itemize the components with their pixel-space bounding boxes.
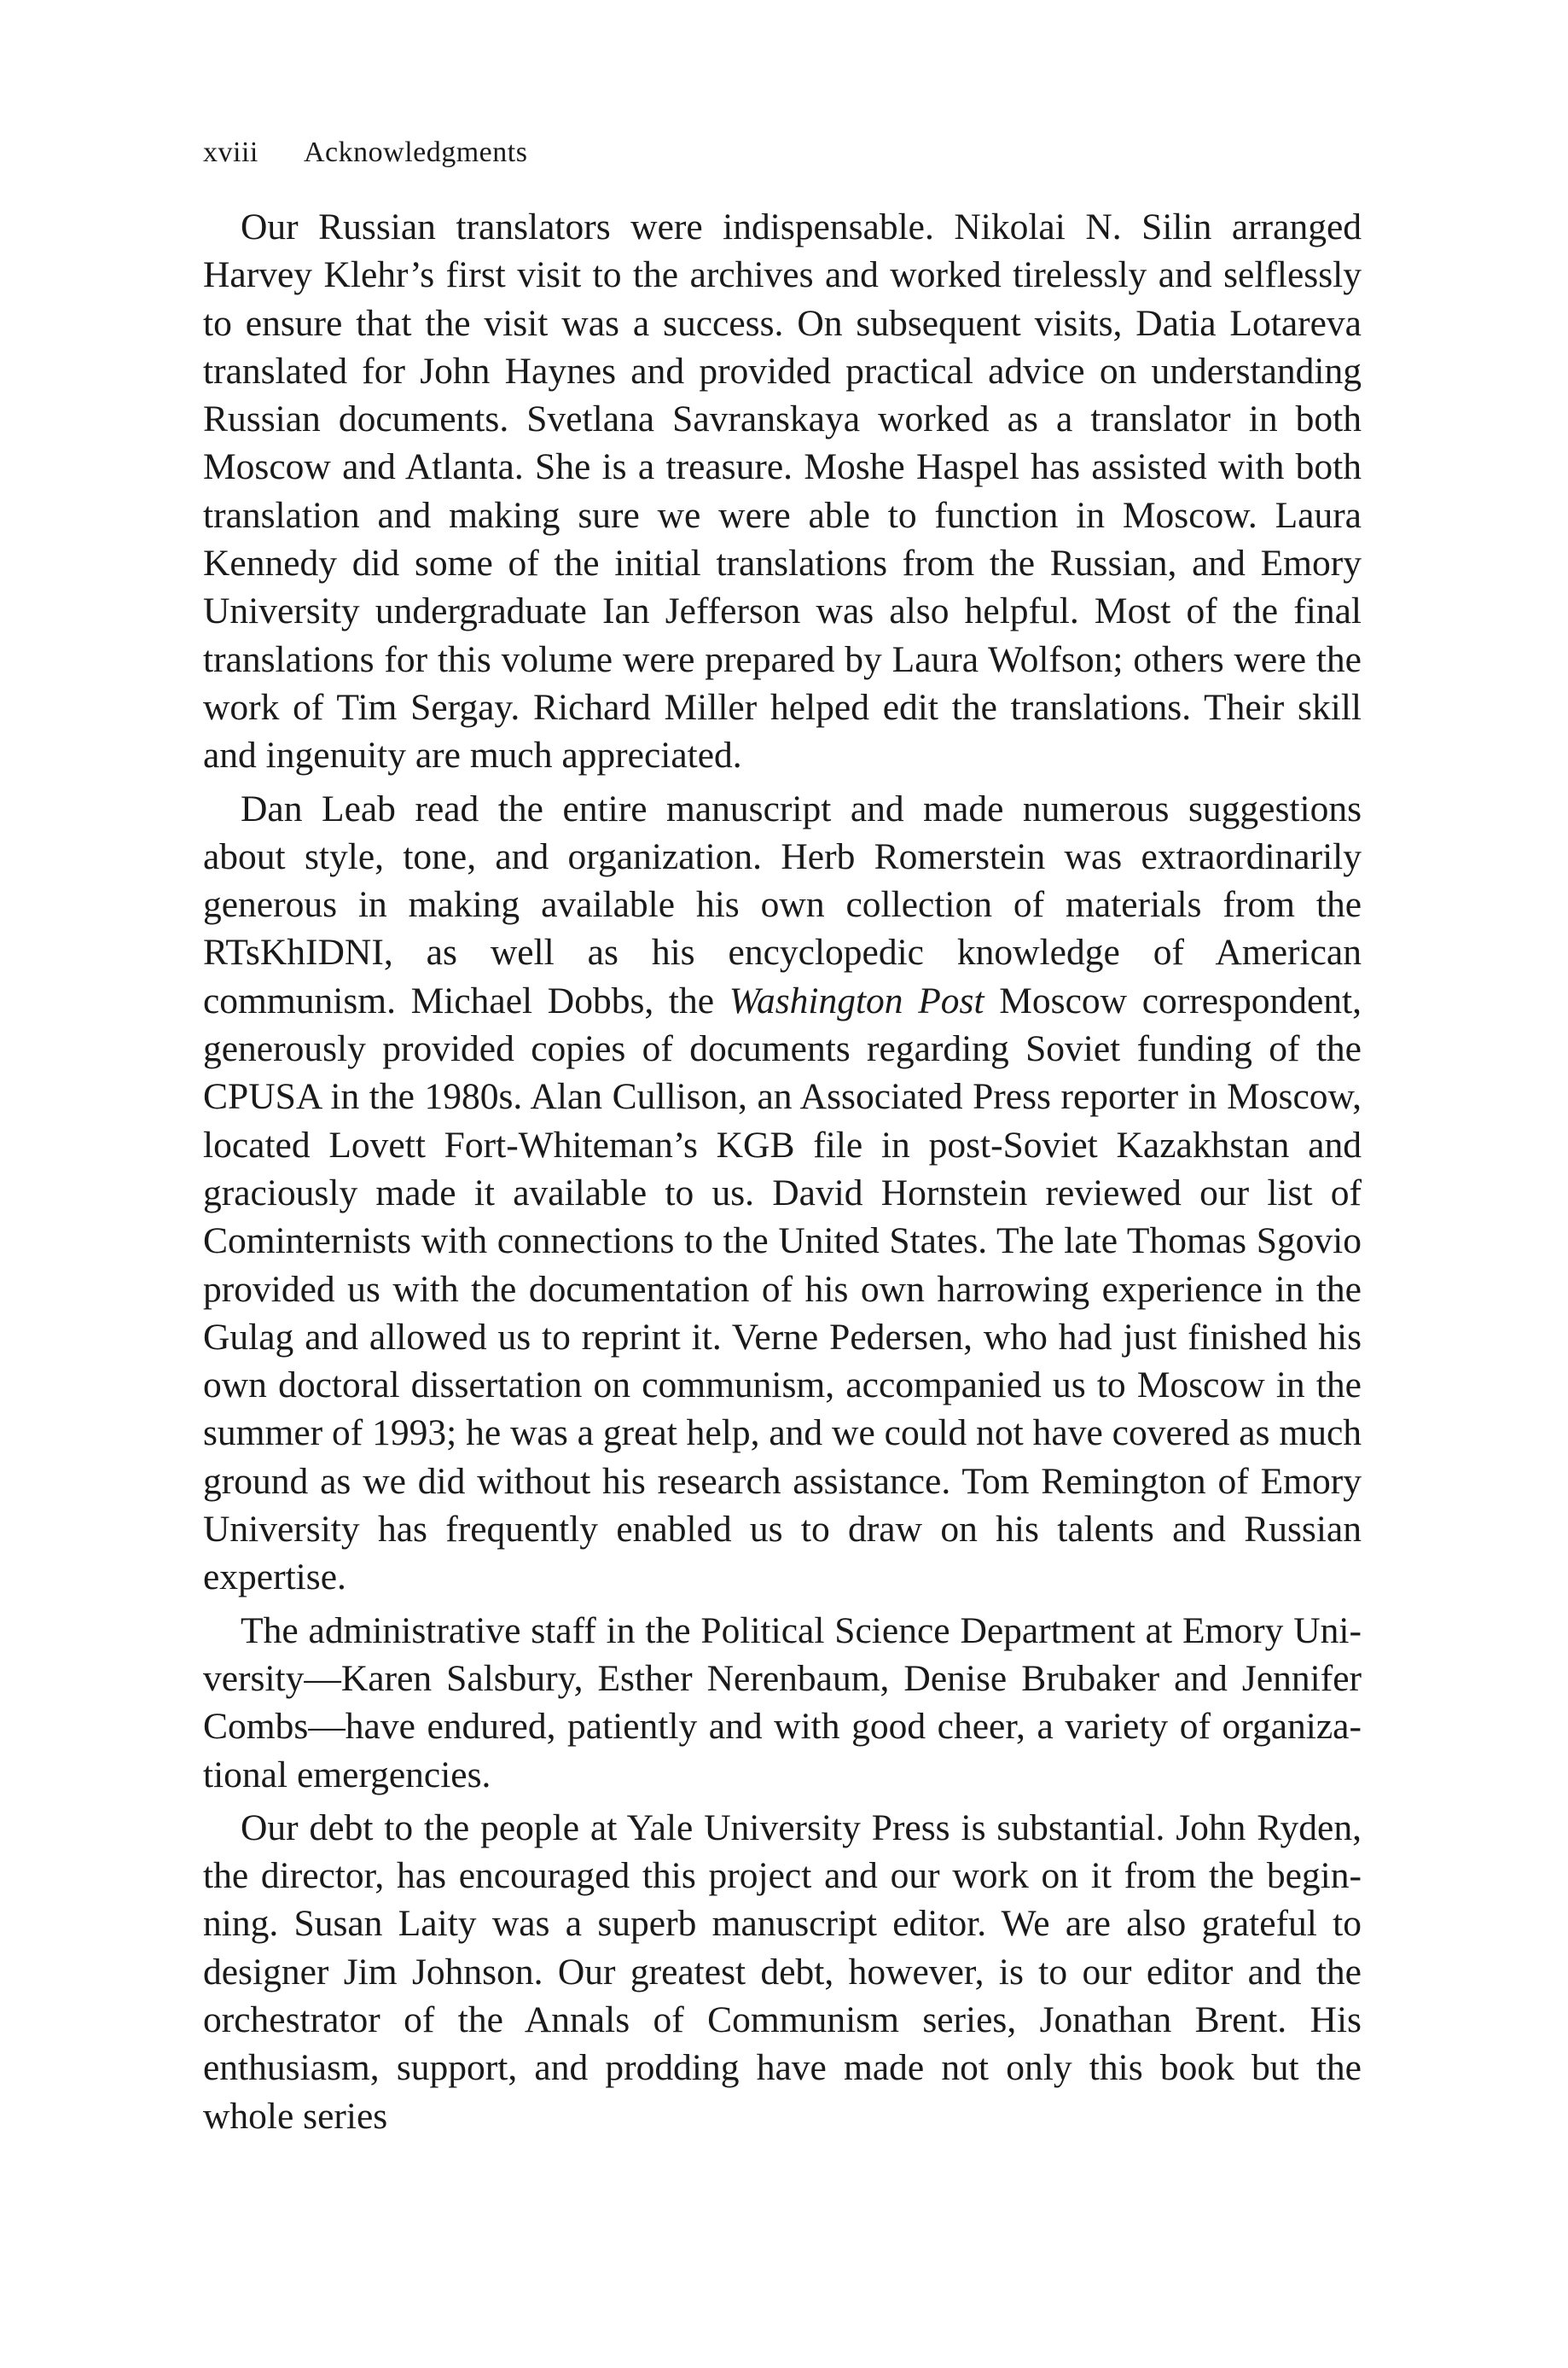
- section-title: Acknowledgments: [304, 137, 528, 168]
- running-head: [203, 137, 527, 169]
- paragraph-yale-press: Our debt to the people at Yale University Press is substantial. John Ryden, the director, has encouraged this project and our work on it from the beginning. Susan Laity was a superb manuscript editor. We are also grateful to designer Jim Johnson. Our greatest debt, however, is to our editor and the orchestrator of the Annals of Communism series, Jonathan Brent. His enthusiasm, support, and prodding have made not only this book but the whole series: [203, 1807, 1362, 2137]
- paragraph-translators: Our Russian translators were indispensable. Nikolai N. Silin arranged Harvey Klehr’s first visit to the archives and worked tirelessly and selflessly to ensure that the visit was a success. On subsequent visits, Datia Lotareva translated for John Haynes and provided practical advice on understanding Russian documents. Svetlana Savranskaya worked as a translator in both Moscow and Atlanta. She is a treasure. Moshe Haspel has assisted with both translation and making sure we were able to function in Moscow. Laura Kennedy did some of the initial translations from the Russian, and Emory University undergraduate Ian Jefferson was also helpful. Most of the final translations for this volume were prepared by Laura Wolfson; others were the work of Tim Sergay. Richard Miller helped edit the translations. Their skill and ingenuity are much appreciated.: [203, 207, 1362, 777]
- paragraph-contributors-part-2: Moscow correspondent, generously provided copies of documents regarding Soviet funding of the CPUSA in the 1980s. Alan Cullison, an Associated Press reporter in Moscow, located Lovett Fort-Whiteman’s KGB file in post-Soviet Kazakhstan and graciously made it available to us. David Hornstein reviewed our list of Cominternists with connections to the United States. The late Thomas Sgovio provided us with the documentation of his own harrowing experience in the Gulag and allowed us to reprint it. Verne Pedersen, who had just finished his own doctoral dissertation on communism, accompanied us to Moscow in the summer of 1993; he was a great help, and we could not have covered as much ground as we did without his research assistance. Tom Remington of Emory University has frequently enabled us to draw on his talents and Russian expertise.: [203, 980, 1362, 1598]
- page-number: xviii: [203, 137, 258, 168]
- body-text: [203, 203, 1362, 2145]
- paragraph-contributors-part-1: Dan Leab read the entire manuscript and made numerous suggestions about style, tone, and organization. Herb Romerstein was extraordinarily generous in making available his own collection of materials from the RTsKhIDNI, as well as his encyclopedic knowledge of American communism. Michael Dobbs, the: [203, 788, 1362, 1021]
- newspaper-title: Washington Post: [729, 980, 984, 1021]
- paragraph-contributors: [203, 785, 1362, 1602]
- paragraph-administrative-staff: The administrative staff in the Political Science Department at Emory University—Karen Salsbury, Esther Nerenbaum, Denise Brubaker and Jennifer Combs—have endured, patiently and with good cheer, a variety of organizational emergencies.: [203, 1609, 1362, 1795]
